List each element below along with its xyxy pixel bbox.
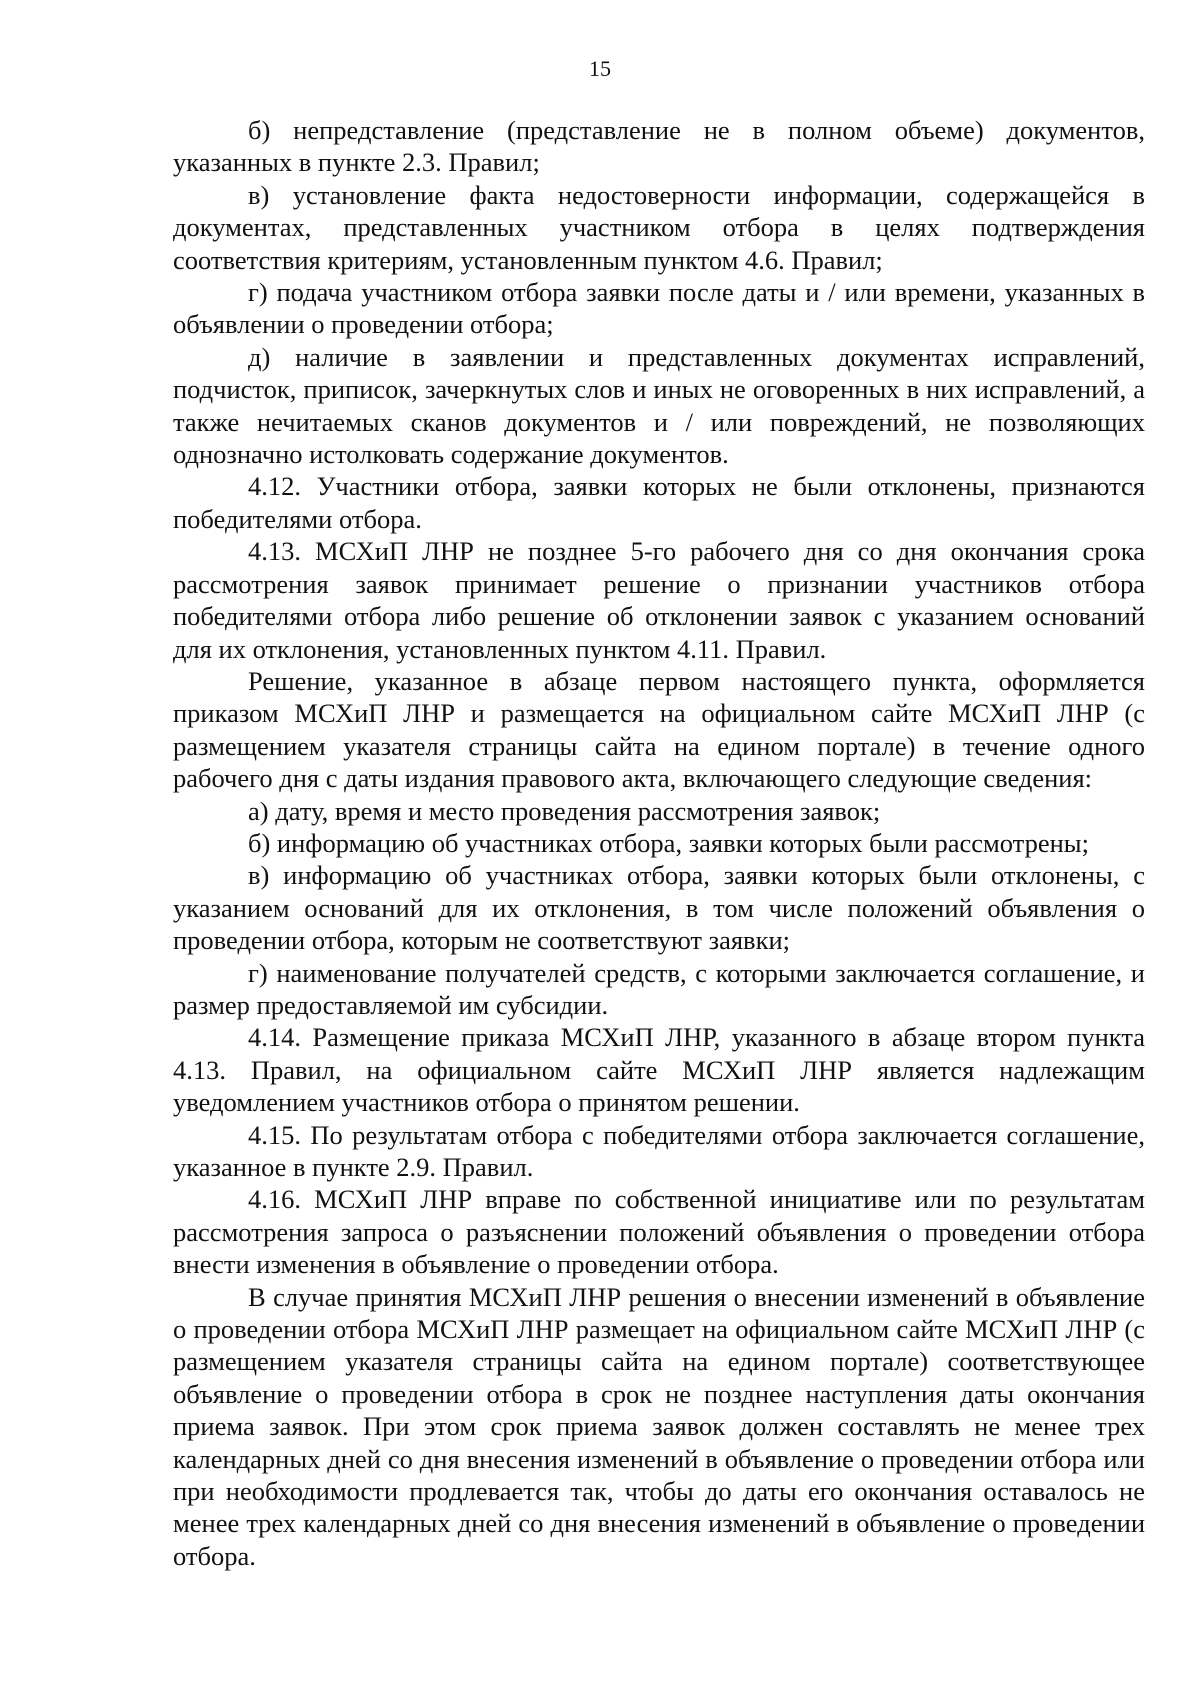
paragraph-4-15: 4.15. По результатам отбора с победителями отбора заключается соглашение, указанное в пункте 2.9. Правил. <box>173 1119 1145 1182</box>
paragraph-4-16: 4.16. МСХиП ЛНР вправе по собственной инициативе или по результатам рассмотрения запроса о разъяснении положений объявления о проведении отбора внести изменения в объявление о проведении отбора. <box>173 1184 1145 1280</box>
paragraph-item-g-late-submission: г) подача участником отбора заявки после даты и / или времени, указанных в объявлении о проведении отбора; <box>173 277 1145 340</box>
paragraph-item-d-corrections: д) наличие в заявлении и представленных документах исправлений, подчисток, приписок, зачеркнутых слов и иных не оговоренных в них исправлений, а также нечитаемых сканов документов и / или повреждений, не позволяющих однозначно истолковать содержание документов. <box>173 341 1145 470</box>
paragraph-4-12: 4.12. Участники отбора, заявки которых не были отклонены, признаются победителями отбора. <box>173 471 1145 534</box>
document-body <box>173 114 1145 1572</box>
paragraph-list-b-reviewed-participants: б) информацию об участниках отбора, заявки которых были рассмотрены; <box>248 827 1089 858</box>
paragraph-4-13: 4.13. МСХиП ЛНР не позднее 5-го рабочего дня со дня окончания срока рассмотрения заявок принимает решение о признании участников отбора победителями отбора либо решение об отклонении заявок с указанием оснований для их отклонения, установленных пунктом 4.11. Правил. <box>173 536 1145 664</box>
paragraph-list-v-rejected-participants: в) информацию об участниках отбора, заявки которых были отклонены, с указанием оснований для их отклонения, в том числе положений объявления о проведении отбора, которым не соответствуют заявки; <box>173 860 1145 956</box>
paragraph-item-v-false-information: в) установление факта недостоверности информации, содержащейся в документах, представленных участником отбора в целях подтверждения соответствия критериям, установленным пунктом 4.6. Правил; <box>173 179 1145 275</box>
paragraph-changes-announcement: В случае принятия МСХиП ЛНР решения о внесении изменений в объявление о проведении отбора МСХиП ЛНР размещает на официальном сайте МСХиП ЛНР (с размещением указателя страницы сайта на едином портале) соответствующее объявление о проведении отбора в срок не позднее наступления даты окончания приема заявок. При этом срок приема заявок должен составлять не менее трех календарных дней со дня внесения изменений в объявление о проведении отбора или при необходимости продлевается так, чтобы до даты его окончания оставалось не менее трех календарных дней со дня внесения изменений в объявление о проведении отбора. <box>173 1281 1145 1571</box>
paragraph-4-14: 4.14. Размещение приказа МСХиП ЛНР, указанного в абзаце втором пункта 4.13. Правил, на официальном сайте МСХиП ЛНР является надлежащим уведомлением участников отбора о принятом решении. <box>173 1022 1145 1118</box>
paragraph-list-a-date-time-place: а) дату, время и место проведения рассмотрения заявок; <box>248 795 881 826</box>
paragraph-item-b-nonsubmission: б) непредставление (представление не в полном объеме) документов, указанных в пункте 2.3. Правил; <box>173 115 1145 178</box>
page-number: 15 <box>589 56 611 81</box>
paragraph-list-g-recipients: г) наименование получателей средств, с которыми заключается соглашение, и размер предоставляемой им субсидии. <box>173 957 1145 1020</box>
paragraph-decision-order: Решение, указанное в абзаце первом настоящего пункта, оформляется приказом МСХиП ЛНР и размещается на официальном сайте МСХиП ЛНР (с размещением указателя страницы сайта на едином портале) в течение одного рабочего дня с даты издания правового акта, включающего следующие сведения: <box>173 665 1145 794</box>
